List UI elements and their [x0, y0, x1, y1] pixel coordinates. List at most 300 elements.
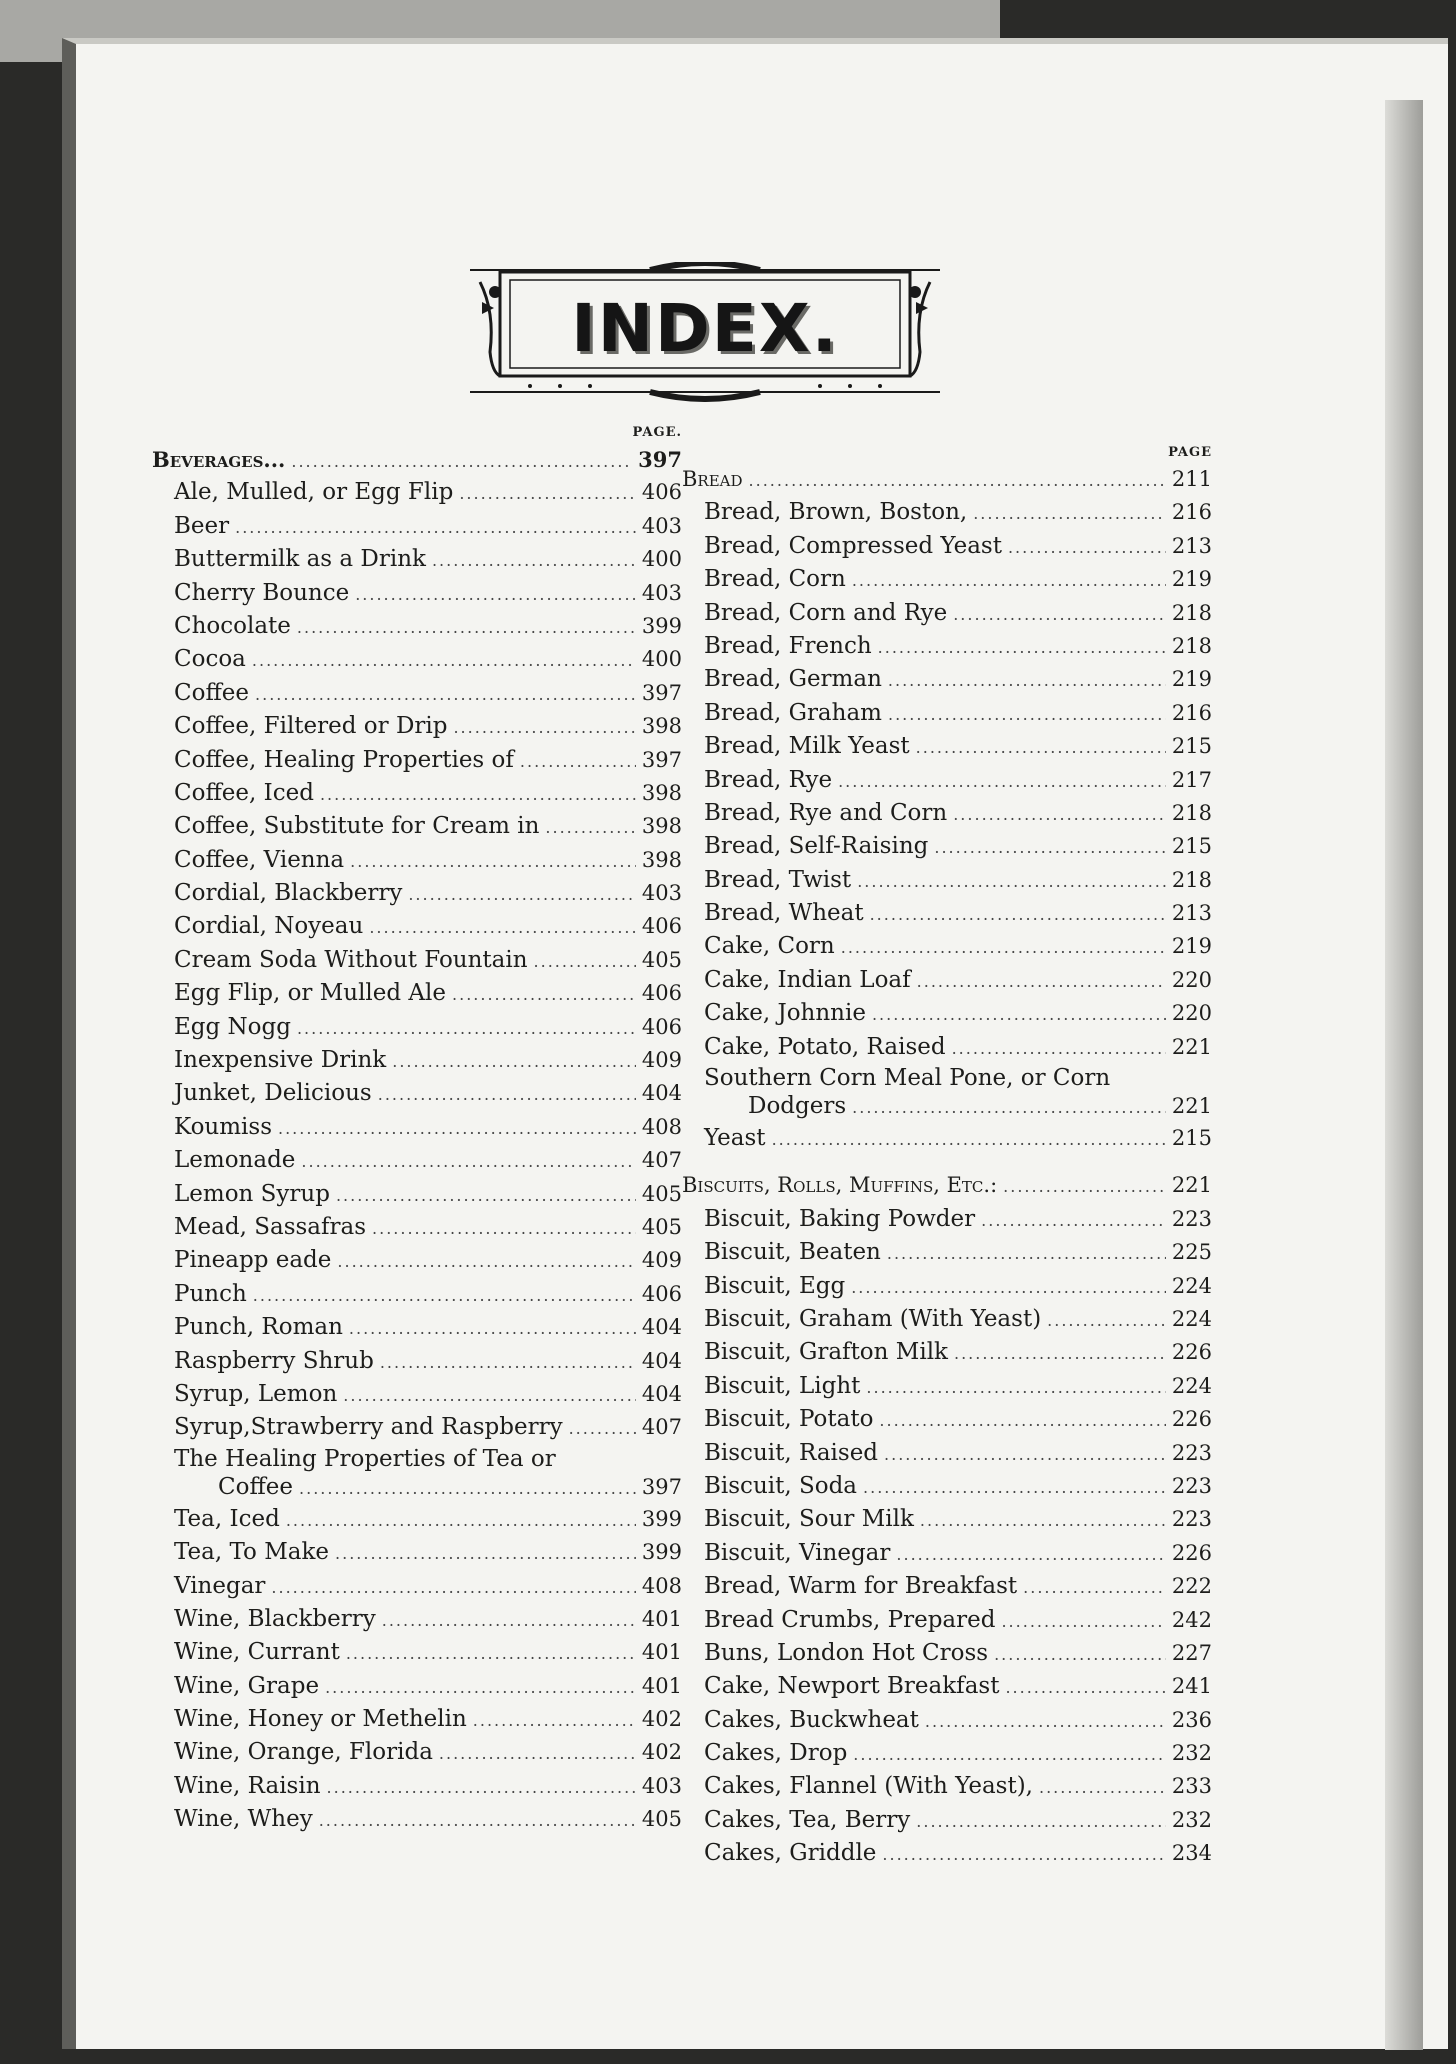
entry-label: Wine, Orange, Florida [174, 1739, 433, 1766]
entry-page: 222 [1171, 1574, 1212, 1599]
entry-page: 216 [1171, 500, 1212, 525]
index-banner [470, 262, 940, 402]
dot-leader [952, 1032, 1166, 1065]
entry-label: Cakes, Griddle [704, 1840, 877, 1867]
entry-page: 405 [641, 1214, 682, 1239]
index-entry [152, 1345, 682, 1378]
dot-leader [920, 1504, 1166, 1537]
entry-label: Bread, French [704, 632, 872, 659]
index-entry [682, 1236, 1212, 1269]
entry-label: Koumiss [174, 1113, 272, 1140]
entry-label: Cakes, Buckwheat [704, 1706, 919, 1733]
index-entry [152, 944, 682, 977]
entry-label: Beverages... [152, 447, 286, 472]
entry-page: 226 [1171, 1407, 1212, 1432]
entry-label: Biscuit, Egg [704, 1272, 846, 1299]
entry-label-continued: Coffee [218, 1473, 294, 1500]
entry-label: Wine, Currant [174, 1639, 340, 1666]
index-entry [682, 1804, 1212, 1837]
dot-leader [349, 1312, 636, 1345]
entry-page: 220 [1171, 1001, 1212, 1026]
dot-leader [925, 1705, 1166, 1738]
entry-page: 227 [1171, 1640, 1212, 1665]
dot-leader [252, 644, 636, 677]
index-entry-wrapped [152, 1445, 682, 1503]
entry-label: Cake, Corn [704, 933, 835, 960]
entry-label: Biscuit, Raised [704, 1439, 879, 1466]
entry-label: Biscuits, Rolls, Muffins, Etc.: [682, 1173, 998, 1198]
entry-page: 400 [641, 647, 682, 672]
index-entry [152, 1703, 682, 1736]
entry-page: 407 [641, 1415, 682, 1440]
entry-label: Punch [174, 1280, 247, 1307]
dot-leader [325, 1671, 636, 1704]
index-entry [682, 997, 1212, 1030]
dot-leader [953, 598, 1166, 631]
dot-leader [994, 1638, 1166, 1671]
entry-label: Cake, Potato, Raised [704, 1033, 946, 1060]
index-entry [682, 1336, 1212, 1369]
index-entry [682, 1403, 1212, 1436]
entry-page: 223 [1171, 1206, 1212, 1231]
index-entry [152, 510, 682, 543]
entry-label: The Healing Properties of Tea or [174, 1445, 556, 1472]
entry-page: 405 [641, 947, 682, 972]
index-entry [682, 1470, 1212, 1503]
entry-label: Cakes, Drop [704, 1740, 848, 1767]
entry-label: Coffee [174, 679, 250, 706]
entry-label: Biscuit, Beaten [704, 1239, 881, 1266]
dot-leader [459, 477, 636, 510]
entry-page: 408 [641, 1114, 682, 1139]
entry-page: 218 [1171, 600, 1212, 625]
index-entry [682, 1637, 1212, 1670]
dot-leader [372, 1212, 636, 1245]
dot-leader [286, 1504, 636, 1537]
index-entry [682, 1031, 1212, 1064]
dot-leader [917, 965, 1166, 998]
index-entry [682, 864, 1212, 897]
dot-leader [337, 1245, 636, 1278]
entry-label: Egg Nogg [174, 1013, 291, 1040]
index-entry [152, 1378, 682, 1411]
entry-label: Biscuit, Vinegar [704, 1539, 891, 1566]
index-entry [682, 897, 1212, 930]
dot-leader [382, 1604, 636, 1637]
entry-page: 404 [641, 1381, 682, 1406]
entry-page: 213 [1171, 533, 1212, 558]
entry-page: 226 [1171, 1340, 1212, 1365]
dot-leader [857, 865, 1166, 898]
entry-page: 242 [1171, 1607, 1212, 1632]
entry-page: 403 [641, 513, 682, 538]
dot-leader [271, 1571, 635, 1604]
entry-label: Coffee, Vienna [174, 846, 345, 873]
index-entry [152, 1178, 682, 1211]
entry-page: 406 [641, 1281, 682, 1306]
entry-label: Vinegar [174, 1572, 266, 1599]
dot-leader [870, 898, 1166, 931]
entry-label: Biscuit, Baking Powder [704, 1205, 976, 1232]
dot-leader [872, 998, 1166, 1031]
dot-leader [896, 1538, 1166, 1571]
index-entry [152, 1278, 682, 1311]
index-entry [152, 1011, 682, 1044]
entry-page: 406 [641, 981, 682, 1006]
entry-page: 232 [1171, 1741, 1212, 1766]
index-entry [682, 964, 1212, 997]
dot-leader [453, 711, 635, 744]
index-entry [152, 777, 682, 810]
dot-leader [520, 745, 636, 778]
index-column-left [152, 425, 682, 1837]
entry-label: Bread, Compressed Yeast [704, 532, 1002, 559]
index-entry [152, 1503, 682, 1536]
index-entry [682, 1604, 1212, 1637]
entry-page: 224 [1171, 1273, 1212, 1298]
index-entry [152, 677, 682, 710]
entry-label: Cake, Newport Breakfast [704, 1673, 1000, 1700]
index-entry [682, 930, 1212, 963]
entry-page: 407 [641, 1148, 682, 1173]
entry-label: Coffee, Filtered or Drip [174, 713, 448, 740]
index-entry [152, 1077, 682, 1110]
entry-label: Biscuit, Light [704, 1372, 861, 1399]
entry-page: 397 [641, 1474, 682, 1499]
section-heading-bread [682, 463, 1212, 496]
entry-page: 397 [641, 680, 682, 705]
index-entry [152, 1770, 682, 1803]
entry-page: 408 [641, 1573, 682, 1598]
dot-leader [235, 511, 636, 544]
index-entry [682, 730, 1212, 763]
dot-leader [343, 1379, 636, 1412]
entry-label: Junket, Delicious [174, 1080, 372, 1107]
index-entry [682, 764, 1212, 797]
entry-label: Coffee, Healing Properties of [174, 746, 514, 773]
dot-leader [841, 931, 1166, 964]
dot-leader [439, 1737, 636, 1770]
entry-label: Cake, Indian Loaf [704, 966, 911, 993]
index-entry [682, 597, 1212, 630]
entry-label: Bread, Corn and Rye [704, 599, 948, 626]
entry-label: Bread, Rye and Corn [704, 799, 948, 826]
entry-page: 403 [641, 580, 682, 605]
dot-leader [369, 911, 636, 944]
dot-leader [1005, 1671, 1165, 1704]
entry-label: Bread, German [704, 666, 882, 693]
page-column-label: PAGE. [632, 425, 682, 440]
dot-leader [408, 878, 636, 911]
dot-leader [1047, 1304, 1166, 1337]
index-entry [682, 1737, 1212, 1770]
page-title: INDEX. [571, 290, 839, 367]
entry-label: Cakes, Flannel (With Yeast), [704, 1773, 1033, 1800]
entry-label: Bread, Corn [704, 566, 846, 593]
dot-leader [916, 731, 1166, 764]
index-entry [152, 1044, 682, 1077]
index-entry [152, 1536, 682, 1569]
entry-label: Coffee, Substitute for Cream in [174, 813, 540, 840]
index-entry [152, 744, 682, 777]
entry-label: Wine, Blackberry [174, 1605, 376, 1632]
index-entry [152, 710, 682, 743]
dot-leader [1008, 531, 1166, 564]
index-entry [152, 476, 682, 509]
entry-label: Cocoa [174, 646, 246, 673]
index-entry [682, 797, 1212, 830]
page-column-label: PAGE [1168, 445, 1212, 460]
dot-leader [1039, 1771, 1166, 1804]
dot-leader [569, 1412, 636, 1445]
entry-page: 406 [641, 480, 682, 505]
entry-label: Biscuit, Sour Milk [704, 1506, 914, 1533]
index-entry [682, 630, 1212, 663]
entry-label: Bread, Warm for Breakfast [704, 1573, 1018, 1600]
entry-label: Biscuit, Potato [704, 1406, 874, 1433]
entry-page: 401 [641, 1640, 682, 1665]
entry-page: 223 [1171, 1507, 1212, 1532]
index-column-right [682, 445, 1212, 1871]
index-entry [682, 563, 1212, 596]
entry-label: Cherry Bounce [174, 579, 350, 606]
index-entry [152, 1570, 682, 1603]
entry-label: Lemonade [174, 1147, 296, 1174]
entry-page: 397 [638, 447, 682, 472]
entry-label: Bread Crumbs, Prepared [704, 1606, 996, 1633]
entry-page: 218 [1171, 633, 1212, 658]
entry-page: 219 [1171, 934, 1212, 959]
entry-page: 409 [641, 1248, 682, 1273]
index-entry-wrapped [682, 1064, 1212, 1122]
index-entry [152, 1803, 682, 1836]
entry-page: 224 [1171, 1306, 1212, 1331]
entry-label: Inexpensive Drink [174, 1047, 387, 1074]
entry-label-continued: Dodgers [748, 1093, 847, 1120]
index-entry [682, 1203, 1212, 1236]
dot-leader [253, 1279, 636, 1312]
entry-label: Beer [174, 512, 230, 539]
dot-leader [534, 945, 636, 978]
dot-leader [432, 544, 636, 577]
index-entry [682, 1437, 1212, 1470]
dot-leader [884, 1438, 1166, 1471]
entry-page: 221 [1171, 1034, 1212, 1059]
dot-leader [852, 564, 1166, 597]
index-entry [682, 1704, 1212, 1737]
dot-leader [291, 445, 632, 478]
entry-label: Cordial, Blackberry [174, 880, 403, 907]
entry-label: Wine, Grape [174, 1672, 320, 1699]
entry-page: 221 [1171, 1094, 1212, 1119]
dot-leader [350, 845, 636, 878]
index-entry [152, 1311, 682, 1344]
entry-page: 234 [1171, 1841, 1212, 1866]
entry-label: Biscuit, Grafton Milk [704, 1339, 948, 1366]
dot-leader [1023, 1571, 1166, 1604]
entry-page: 215 [1171, 1126, 1212, 1151]
dot-leader [327, 1771, 636, 1804]
dot-leader [853, 1738, 1166, 1771]
dot-leader [954, 1337, 1166, 1370]
entry-page: 219 [1171, 567, 1212, 592]
entry-page: 401 [641, 1673, 682, 1698]
dot-leader [346, 1637, 636, 1670]
index-entry [682, 496, 1212, 529]
dot-leader [278, 1112, 636, 1145]
entry-label: Egg Flip, or Mulled Ale [174, 980, 447, 1007]
entry-page: 399 [641, 1540, 682, 1565]
index-entry [682, 1837, 1212, 1870]
entry-page: 224 [1171, 1373, 1212, 1398]
entry-label: Biscuit, Graham (With Yeast) [704, 1305, 1042, 1332]
index-entry [152, 810, 682, 843]
index-entry [152, 1670, 682, 1703]
entry-page: 221 [1171, 1173, 1212, 1198]
entry-page: 220 [1171, 967, 1212, 992]
dot-leader [749, 464, 1166, 497]
dot-leader [255, 678, 636, 711]
index-entry [152, 1111, 682, 1144]
entry-label: Lemon Syrup [174, 1180, 330, 1207]
index-entry [682, 830, 1212, 863]
dot-leader [888, 698, 1166, 731]
dot-leader [851, 1271, 1166, 1304]
entry-page: 405 [641, 1181, 682, 1206]
index-entry [682, 663, 1212, 696]
entry-label: Biscuit, Soda [704, 1472, 858, 1499]
entry-label: Pineapp eade [174, 1247, 332, 1274]
dot-leader [452, 978, 636, 1011]
dot-leader [355, 578, 636, 611]
entry-page: 217 [1171, 767, 1212, 792]
entry-label: Southern Corn Meal Pone, or Corn [704, 1065, 1111, 1092]
dot-leader [953, 798, 1166, 831]
dot-leader [916, 1805, 1166, 1838]
index-entry [152, 543, 682, 576]
dot-leader [545, 811, 635, 844]
index-entry [682, 530, 1212, 563]
entry-page: 406 [641, 1014, 682, 1039]
dot-leader [297, 611, 636, 644]
section-heading-biscuits [682, 1169, 1212, 1202]
dot-leader [392, 1045, 636, 1078]
entry-label: Wine, Honey or Methelin [174, 1706, 467, 1733]
entry-page: 398 [641, 780, 682, 805]
entry-label: Wine, Raisin [174, 1772, 321, 1799]
entry-page: 232 [1171, 1807, 1212, 1832]
index-entry [152, 1244, 682, 1277]
entry-page: 402 [641, 1740, 682, 1765]
dot-leader [378, 1078, 636, 1111]
entry-label: Buttermilk as a Drink [174, 546, 426, 573]
entry-label: Cake, Johnnie [704, 1000, 866, 1027]
entry-label: Cream Soda Without Fountain [174, 946, 528, 973]
entry-label: Cordial, Noyeau [174, 913, 364, 940]
index-entry [682, 1570, 1212, 1603]
entry-page: 399 [641, 1506, 682, 1531]
index-entry [682, 1503, 1212, 1536]
entry-label: Bread, Milk Yeast [704, 733, 910, 760]
index-entry [152, 1144, 682, 1177]
dot-leader [320, 778, 636, 811]
index-entry [152, 1411, 682, 1444]
entry-page: 216 [1171, 700, 1212, 725]
index-entry [152, 910, 682, 943]
entry-label: Syrup,Strawberry and Raspberry [174, 1414, 563, 1441]
entry-label: Bread [682, 467, 743, 491]
entry-label: Bread, Brown, Boston, [704, 499, 968, 526]
page-edge-shadow [1385, 100, 1423, 2050]
index-entry [682, 1122, 1212, 1155]
index-entry [682, 1370, 1212, 1403]
entry-page: 225 [1171, 1240, 1212, 1265]
dot-leader [772, 1123, 1166, 1156]
dot-leader [934, 831, 1166, 864]
index-entry [152, 610, 682, 643]
entry-page: 403 [641, 1773, 682, 1798]
dot-leader [863, 1471, 1166, 1504]
entry-page: 226 [1171, 1540, 1212, 1565]
entry-page: 404 [641, 1315, 682, 1340]
dot-leader [1003, 1170, 1166, 1203]
entry-label: Cakes, Tea, Berry [704, 1806, 911, 1833]
entry-label: Bread, Twist [704, 866, 852, 893]
dot-leader [973, 497, 1166, 530]
entry-label: Syrup, Lemon [174, 1380, 338, 1407]
entry-page: 401 [641, 1606, 682, 1631]
entry-page: 241 [1171, 1674, 1212, 1699]
entry-page: 404 [641, 1081, 682, 1106]
entry-label: Mead, Sassafras [174, 1213, 367, 1240]
entry-label: Yeast [704, 1125, 766, 1152]
section-heading-beverages [152, 443, 682, 476]
index-entry [152, 1603, 682, 1636]
entry-page: 404 [641, 1348, 682, 1373]
entry-page: 218 [1171, 800, 1212, 825]
entry-label: Tea, Iced [174, 1505, 280, 1532]
index-entry [682, 697, 1212, 730]
index-entry [682, 1670, 1212, 1703]
entry-page: 403 [641, 881, 682, 906]
index-entry [682, 1270, 1212, 1303]
entry-page: 233 [1171, 1774, 1212, 1799]
index-entry [152, 877, 682, 910]
dot-leader [319, 1804, 636, 1837]
entry-label: Bread, Self-Raising [704, 833, 929, 860]
entry-page: 398 [641, 814, 682, 839]
index-entry [152, 643, 682, 676]
entry-page: 399 [641, 613, 682, 638]
entry-page: 223 [1171, 1473, 1212, 1498]
entry-label: Punch, Roman [174, 1314, 343, 1341]
dot-leader [882, 1838, 1165, 1871]
index-entry [152, 1211, 682, 1244]
entry-page: 409 [641, 1048, 682, 1073]
entry-page: 215 [1171, 734, 1212, 759]
entry-label: Raspberry Shrub [174, 1347, 374, 1374]
dot-leader [838, 765, 1166, 798]
index-entry [682, 1537, 1212, 1570]
index-entry [152, 977, 682, 1010]
index-entry [152, 844, 682, 877]
entry-page: 218 [1171, 867, 1212, 892]
entry-label: Bread, Rye [704, 766, 833, 793]
dot-leader [473, 1704, 636, 1737]
entry-page: 236 [1171, 1707, 1212, 1732]
entry-label: Ale, Mulled, or Egg Flip [174, 479, 454, 506]
entry-label: Tea, To Make [174, 1539, 330, 1566]
